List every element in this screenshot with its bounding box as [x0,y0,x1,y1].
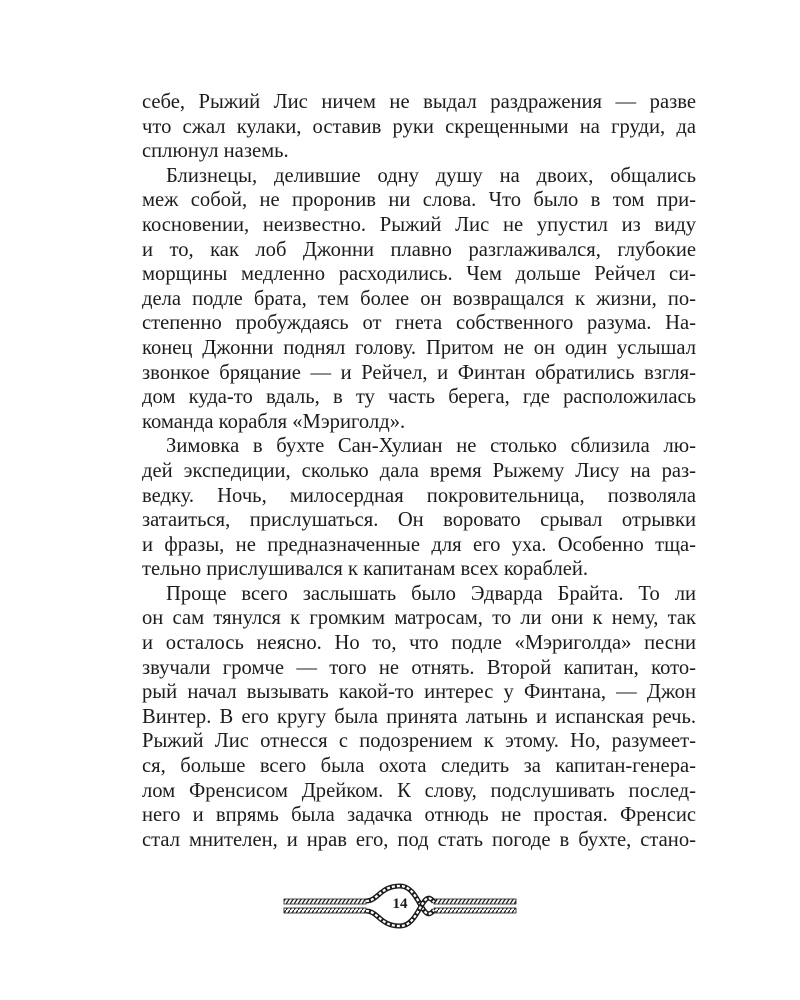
page-footer [282,880,518,932]
text-line: конец Джонни поднял голову. Притом не он один услышал [142,336,696,359]
text-line: дела подле брата, тем более он возвращался к жизни, по- [142,287,696,310]
text-line: Рыжий Лис отнесся с подозрением к этому. Но, разумеет- [142,730,696,753]
text-line: звонкое бряцание — и Рейчел, и Финтан обратились взгля- [142,361,696,384]
text-line: и то, как лоб Джонни плавно разглаживался, глубокие [142,238,696,261]
text-line: что сжал кулаки, оставив руки скрещенными на груди, да [142,115,696,138]
text-line: дей экспедиции, сколько дала время Рыжему Лису на раз- [142,459,696,482]
text-line: и осталось неясно. Но то, что подле «Мэриголда» песни [142,632,696,655]
paragraph-start-line: Близнецы, делившие одну душу на двоих, общались [166,164,696,187]
text-line: затаиться, прислушаться. Он воровато срывал отрывки [142,509,696,532]
text-line: ведку. Ночь, милосердная покровительница, позволяла [142,484,696,507]
text-line: степенно пробуждаясь от гнета собственного разума. На- [142,312,696,335]
text-line: ся, больше всего была охота следить за капитан-генера- [142,755,696,778]
paragraph-start-line: Зимовка в бухте Сан-Хулиан не столько сблизила лю- [166,435,696,458]
text-line: звучали громче — того не отнять. Второй капитан, кото- [142,656,696,679]
text-line: себе, Рыжий Лис ничем не выдал раздражения — разве [142,91,696,113]
text-line: Винтер. В его кругу была принята латынь и испанская речь. [142,705,696,728]
body-text [142,90,696,852]
text-line: стал мнителен, и нрав его, под стать погоде в бухте, стано- [142,828,696,851]
text-line: морщины медленно расходились. Чем дольше Рейчел си- [142,263,696,286]
text-line: команда корабля «Мэриголд». [142,410,406,433]
paragraph-start-line: Проще всего заслышать было Эдварда Брайта. То ли [166,582,696,605]
text-line: лом Френсисом Дрейком. К слову, подслушивать послед- [142,779,696,802]
text-line: меж собой, не проронив ни слова. Что было в том при- [142,189,696,212]
text-line: он сам тянулся к громким матросам, то ли они к нему, так [142,607,696,630]
text-line: него и впрямь была задачка отнюдь не простая. Френсис [142,804,696,827]
text-line: сплюнул наземь. [142,140,289,163]
text-line: косновении, неизвестно. Рыжий Лис не упустил из виду [142,213,696,236]
page-number: 14 [392,896,408,912]
text-line: тельно прислушивался к капитанам всех кораблей. [142,558,589,581]
text-line: рый начал вызывать какой-то интерес у Финтана, — Джон [142,681,696,704]
text-line: и фразы, не предназначенные для его уха. Особенно тща- [142,533,696,556]
text-line: дом куда-то вдаль, в ту часть берега, где расположилась [142,386,696,409]
